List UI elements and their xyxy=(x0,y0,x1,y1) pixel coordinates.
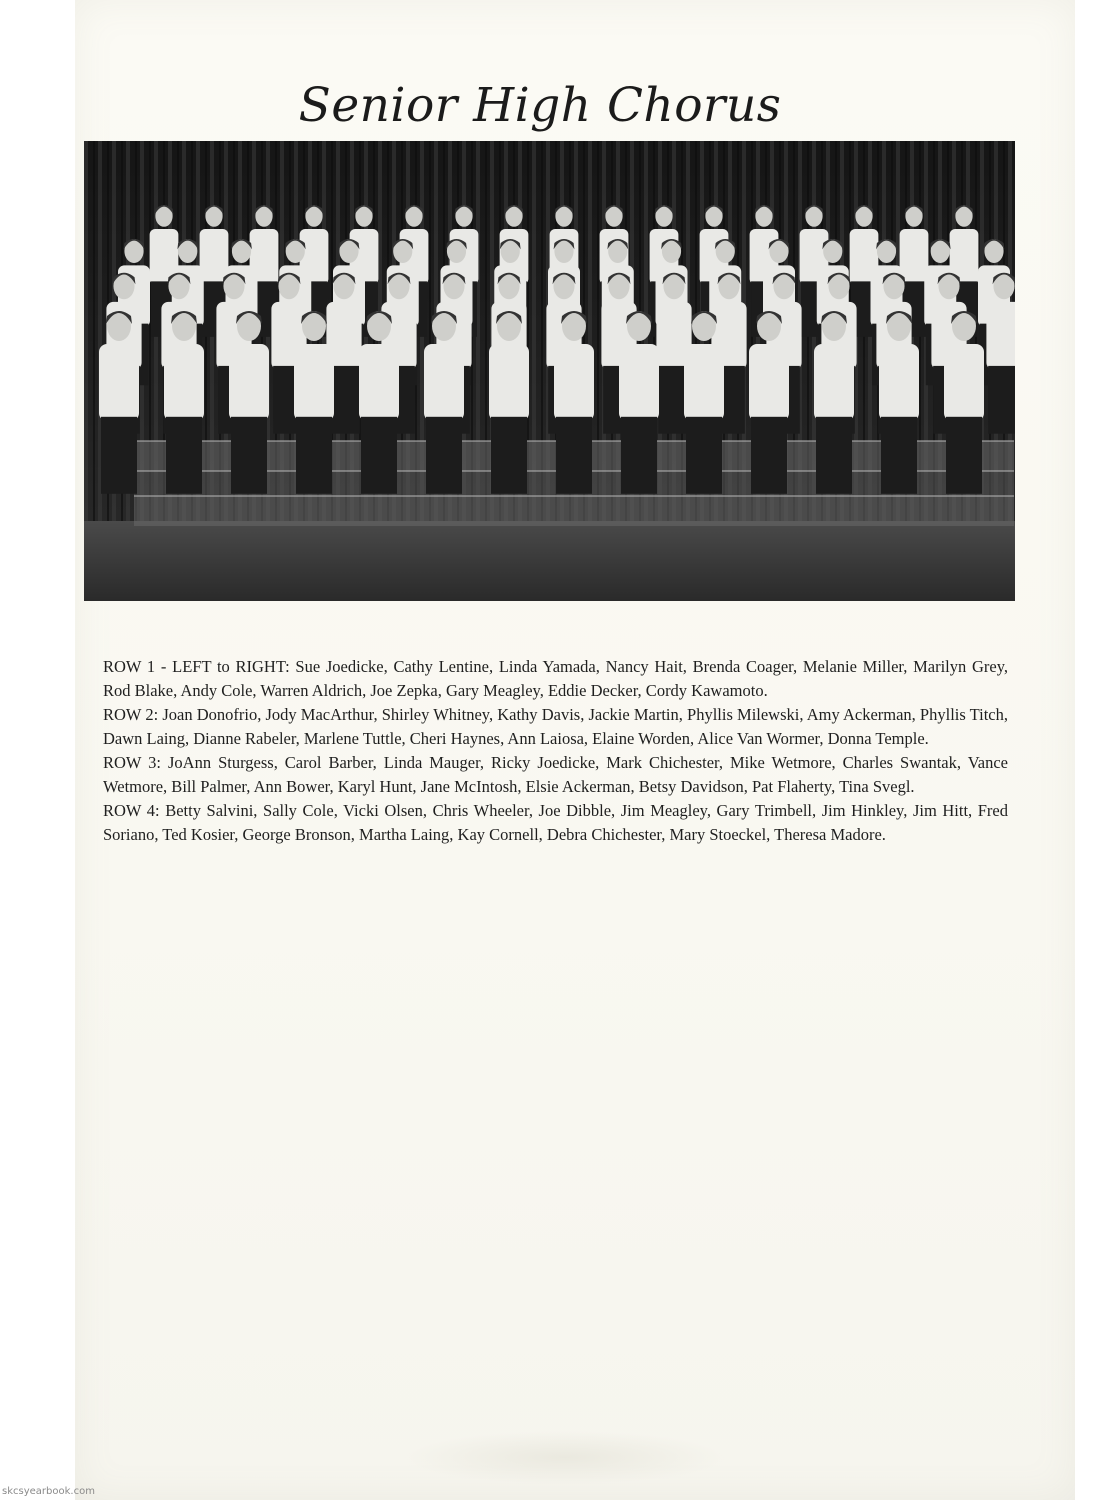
photo-caption xyxy=(103,655,1008,847)
caption-row-2: ROW 2: Joan Donofrio, Jody MacArthur, Shirley Whitney, Kathy Davis, Jackie Martin, Phyllis Milewski, Amy Ackerman, Phyllis Titch, Dawn Laing, Dianne Rabeler, Marlene Tuttle, Cheri Haynes, Ann Laiosa, Elaine Worden, Alice Van Wormer, Donna Temple. xyxy=(103,705,1008,748)
skirt xyxy=(296,417,332,494)
shirt xyxy=(229,344,269,421)
skirt xyxy=(621,417,657,494)
shirt xyxy=(814,344,854,421)
skirt xyxy=(946,417,982,494)
skirt xyxy=(166,417,202,494)
skirt xyxy=(231,417,267,494)
shirt xyxy=(749,344,789,421)
shirt xyxy=(294,344,334,421)
page-title: Senior High Chorus xyxy=(298,78,782,133)
shirt xyxy=(619,344,659,421)
skirt xyxy=(426,417,462,494)
shirt xyxy=(684,344,724,421)
stage-floor xyxy=(84,521,1015,601)
skirt xyxy=(751,417,787,494)
riser-step xyxy=(134,496,1014,526)
caption-row-1: ROW 1 - LEFT to RIGHT: Sue Joedicke, Cathy Lentine, Linda Yamada, Nancy Hait, Brenda Coager, Melanie Miller, Marilyn Grey, Rod Blake, Andy Cole, Warren Aldrich, Joe Zepka, Gary Meagley, Eddie Decker, Cordy Kawamoto. xyxy=(103,657,1008,700)
shirt xyxy=(554,344,594,421)
skirt xyxy=(988,366,1015,434)
skirt xyxy=(816,417,852,494)
shirt xyxy=(900,229,929,284)
shirt xyxy=(489,344,529,421)
watermark: skcsyearbook.com xyxy=(2,1486,95,1497)
shirt xyxy=(879,344,919,421)
shirt xyxy=(986,302,1015,370)
skirt xyxy=(686,417,722,494)
shirt xyxy=(164,344,204,421)
shirt xyxy=(99,344,139,421)
shirt xyxy=(200,229,229,284)
caption-row-3: ROW 3: JoAnn Sturgess, Carol Barber, Linda Mauger, Ricky Joedicke, Mark Chichester, Mike Wetmore, Charles Swantak, Vance Wetmore, Bill Palmer, Ann Bower, Karyl Hunt, Jane McIntosh, Elsie Ackerman, Betsy Davidson, Pat Flaherty, Tina Svegl. xyxy=(103,753,1008,796)
caption-row-4: ROW 4: Betty Salvini, Sally Cole, Vicki Olsen, Chris Wheeler, Joe Dibble, Jim Meagley, Gary Trimbell, Jim Hinkley, Jim Hitt, Fred Soriano, Ted Kosier, George Bronson, Martha Laing, Kay Cornell, Debra Chichester, Mary Stoeckel, Theresa Madore. xyxy=(103,801,1008,844)
group-photo-image xyxy=(84,141,1015,601)
shirt xyxy=(424,344,464,421)
shirt xyxy=(944,344,984,421)
skirt xyxy=(881,417,917,494)
skirt xyxy=(556,417,592,494)
page-smudge xyxy=(400,1430,730,1485)
shirt xyxy=(359,344,399,421)
skirt xyxy=(491,417,527,494)
skirt xyxy=(361,417,397,494)
group-photo xyxy=(84,141,1015,601)
skirt xyxy=(101,417,137,494)
